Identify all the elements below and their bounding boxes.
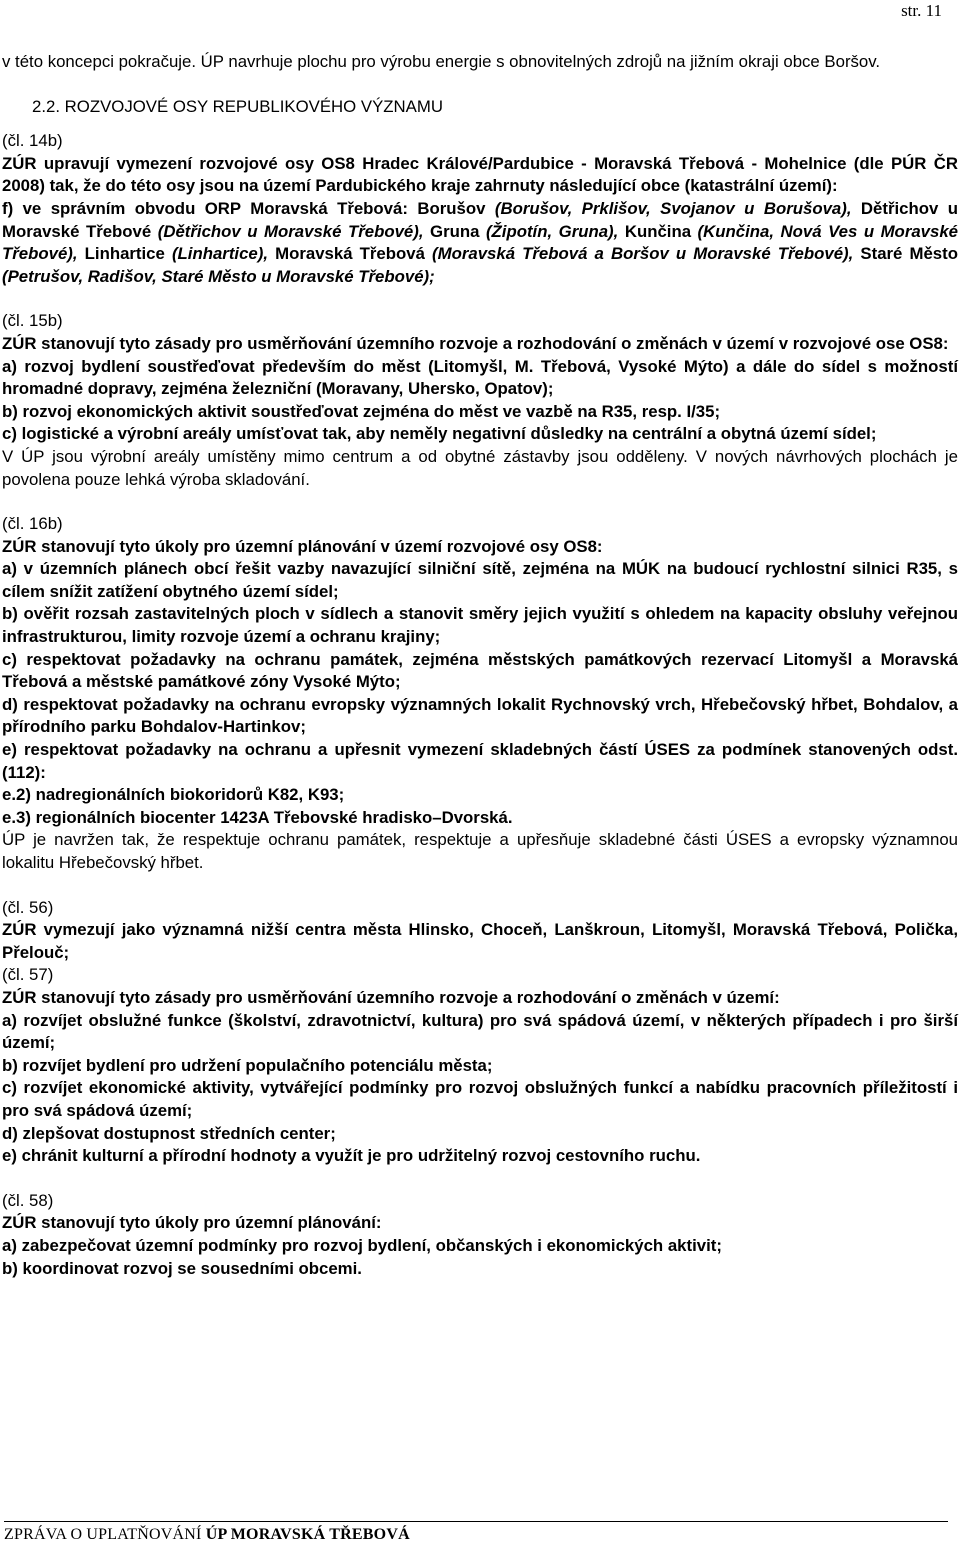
footer-divider [4, 1521, 948, 1522]
article-56-label: (čl. 56) [2, 897, 54, 917]
article-57-item-d: d) zlepšovat dostupnost středních center; [2, 1123, 336, 1143]
cadastral-area-list: (Petrušov, Radišov, Staré Město u Moravské Třebové); [2, 266, 435, 286]
footer-plan-name: ÚP MORAVSKÁ TŘEBOVÁ [205, 1526, 410, 1543]
article-56-text: ZÚR vymezují jako významná nižší centra města Hlinsko, Choceň, Lanškroun, Litomyšl, Moravská Třebová, Polička, Přelouč; [2, 920, 958, 962]
municipality-name: Linhartice [77, 244, 172, 264]
article-16b-label: (čl. 16b) [2, 514, 63, 534]
article-15b-label: (čl. 15b) [2, 311, 63, 331]
intro-paragraph: v této koncepci pokračuje. ÚP navrhuje plochu pro výrobu energie s obnovitelných zdrojů na jižním okraji obce Boršov. [2, 52, 881, 71]
article-14b-label: (čl. 14b) [2, 131, 63, 151]
article-15b-item-c: c) logistické a výrobní areály umísťovat tak, aby neměly negativní důsledky na centrální a obytná území sídel; [2, 424, 877, 444]
section-heading: 2.2. ROZVOJOVÉ OSY REPUBLIKOVÉHO VÝZNAMU [32, 96, 443, 116]
article-15b-note: V ÚP jsou výrobní areály umístěny mimo centrum a od obytné zástavby jsou odděleny. V nových návrhových plochách je povolena pouze lehká výroba skladování. [2, 446, 958, 489]
page-number: str. 11 [901, 1, 942, 20]
municipality-name: Staré Město [853, 244, 958, 264]
article-16b-item-b: b) ověřit rozsah zastavitelných ploch v sídlech a stanovit směry jejich využití s ohledem na kapacity obsluhy veřejnou infrastrukturou, limity rozvoje území a ochranu krajiny; [2, 604, 958, 647]
footer-report-title: ZPRÁVA O UPLATŇOVÁNÍ [4, 1526, 206, 1543]
article-57-item-e: e) chránit kulturní a přírodní hodnoty a využít je pro udržitelný rozvoj cestovního ruchu. [2, 1146, 701, 1166]
article-58-item-a: a) zabezpečovat územní podmínky pro rozvoj bydlení, občanských i ekonomických aktivit; [2, 1235, 722, 1255]
article-16b-intro: ZÚR stanovují tyto úkoly pro územní plánování v území rozvojové osy OS8: [2, 536, 603, 556]
page-footer [4, 1524, 410, 1547]
article-58-intro: ZÚR stanovují tyto úkoly pro územní plánování: [2, 1213, 382, 1233]
article-15b-intro: ZÚR stanovují tyto zásady pro usměrňování územního rozvoje a rozhodování o změnách v území v rozvojové ose OS8: [2, 333, 949, 353]
article-58-label: (čl. 58) [2, 1190, 54, 1210]
article-14b-item-f [2, 198, 958, 288]
article-57-label: (čl. 57) [2, 965, 54, 985]
article-16b-item-e3: e.3) regionálních biocenter 1423A Třebovské hradisko–Dvorská. [2, 807, 513, 827]
cadastral-area-list: (Kunčina, Nová Ves u Moravské Třebové), [2, 221, 959, 264]
article-57-item-c: c) rozvíjet ekonomické aktivity, vytvářející podmínky pro rozvoj obslužných funkcí a nabídku pracovních příležitostí i pro svá spádová území; [2, 1078, 958, 1120]
municipality-name: Moravská Třebová [268, 244, 433, 264]
article-16b-note: ÚP je navržen tak, že respektuje ochranu památek, respektuje a upřesňuje skladebné části ÚSES a evropsky významnou lokalitu Hřebečovský hřbet. [2, 830, 958, 872]
cadastral-area-list: (Moravská Třebová a Boršov u Moravské Třebové), [432, 244, 854, 264]
page-content [2, 51, 958, 1280]
municipality-name: f) ve správním obvodu ORP Moravská Třebová: Borušov [2, 198, 495, 218]
article-15b-item-a: a) rozvoj bydlení soustřeďovat především do měst (Litomyšl, M. Třebová, Vysoké Mýto) a dále do sídel s možností hromadné dopravy, zejména železniční (Moravany, Uhersko, Opatov); [2, 356, 958, 399]
cadastral-area-list: (Žipotín, Gruna), [485, 221, 619, 241]
article-14b-text: ZÚR upravují vymezení rozvojové osy OS8 Hradec Králové/Pardubice - Moravská Třebová - Mohelnice (dle PÚR ČR 2008) tak, že do této osy jsou na území Pardubického kraje zahrnuty následující obce (katastrální území): [2, 153, 958, 196]
article-16b-item-e: e) respektovat požadavky na ochranu a upřesnit vymezení skladebných částí ÚSES za podmínek stanovených odst. (112): [2, 740, 958, 782]
cadastral-area-list: (Linhartice), [171, 244, 268, 264]
article-57-item-a: a) rozvíjet obslužné funkce (školství, zdravotnictví, kultura) pro svá spádová území, v některých případech i pro širší území; [2, 1010, 958, 1053]
article-58-item-b: b) koordinovat rozvoj se sousedními obcemi. [2, 1258, 362, 1278]
municipality-name: Kunčina [618, 221, 698, 241]
article-16b-item-d: d) respektovat požadavky na ochranu evropsky významných lokalit Rychnovský vrch, Hřebečovský hřbet, Bohdalov, a přírodního parku Bohdalov-Hartinkov; [2, 694, 958, 737]
cadastral-area-list: (Dětřichov u Moravské Třebové), [157, 221, 424, 241]
article-16b-item-e2: e.2) nadregionálních biokoridorů K82, K93; [2, 785, 345, 805]
cadastral-area-list: (Borušov, Prklišov, Svojanov u Borušova), [494, 198, 852, 218]
article-57-intro: ZÚR stanovují tyto zásady pro usměrňování územního rozvoje a rozhodování o změnách v území: [2, 987, 780, 1007]
municipality-name: Dětřichov u Moravské Třebové [2, 198, 958, 241]
article-16b-item-c: c) respektovat požadavky na ochranu památek, zejména městských památkových rezervací Litomyšl a Moravská Třebová a městské památkové zóny Vysoké Mýto; [2, 649, 958, 692]
municipality-name: Gruna [423, 221, 486, 241]
article-16b-item-a: a) v územních plánech obcí řešit vazby navazující silniční sítě, zejména na MÚK na budoucí rychlostní silnici R35, s cílem snížit zatížení obytného území sídel; [2, 559, 958, 601]
article-57-item-b: b) rozvíjet bydlení pro udržení populačního potenciálu města; [2, 1055, 493, 1075]
article-15b-item-b: b) rozvoj ekonomických aktivit soustřeďovat zejména do měst ve vazbě na R35, resp. I/35; [2, 401, 721, 421]
